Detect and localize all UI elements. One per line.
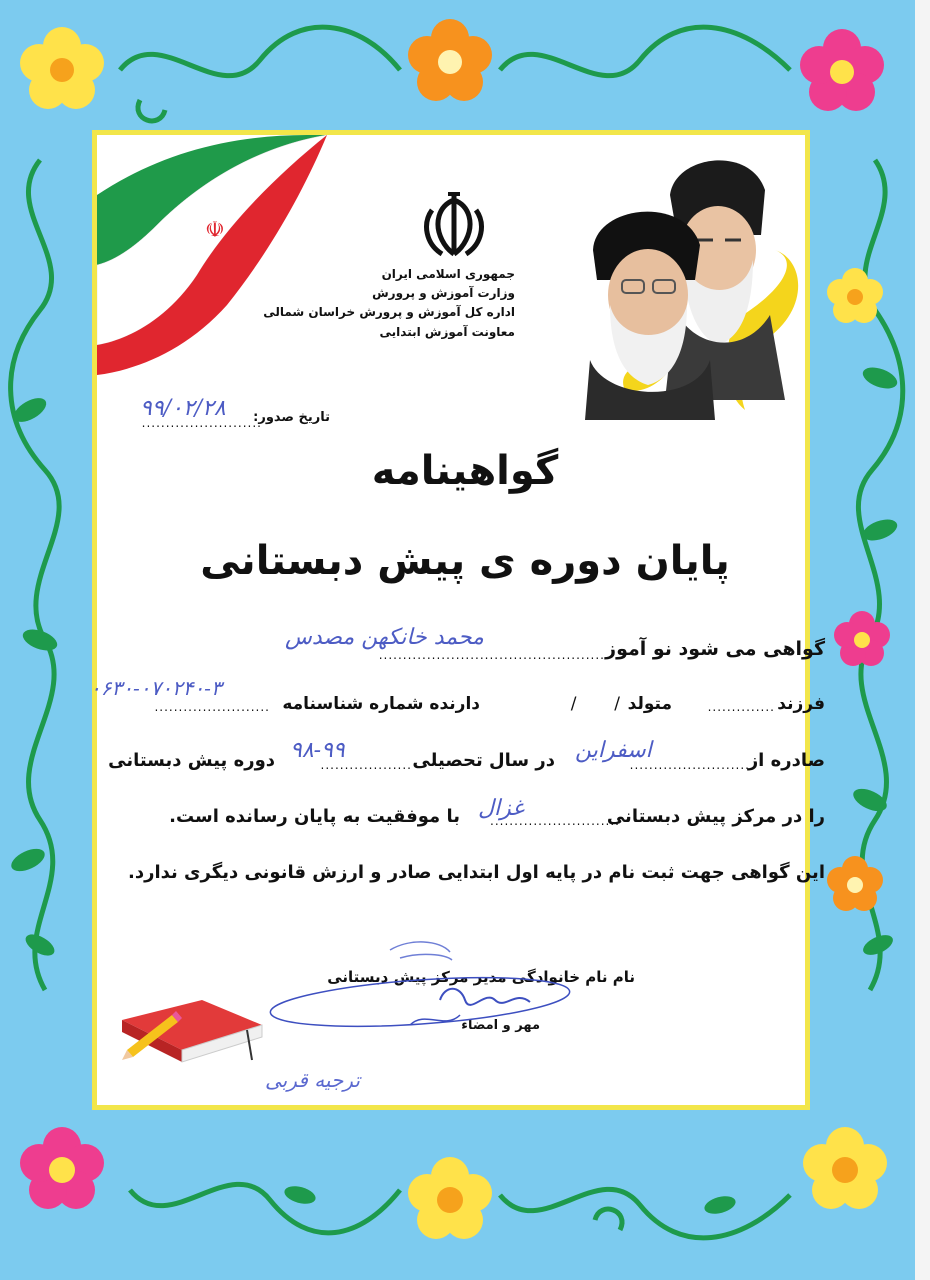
flower-icon [408, 19, 492, 101]
id-number-dots: ........................ [154, 700, 270, 714]
handwritten-signature [260, 930, 580, 1040]
school-year-value: ۹۸-۹۹ [290, 738, 345, 763]
org-line-3: اداره کل آموزش و پرورش خراسان شمالی [263, 305, 515, 319]
school-year-label: در سال تحصیلی [412, 750, 555, 771]
flower-icon [827, 856, 883, 911]
leaf-icon [282, 1183, 317, 1207]
student-label: گواهی می شود نو آموز [605, 638, 825, 660]
flower-icon [408, 1157, 492, 1239]
student-dots: ............................................... [378, 648, 605, 662]
flower-icon [803, 1127, 887, 1209]
issue-date-value: ۹۹/۰۲/۲۸ [140, 396, 226, 421]
leaf-icon [860, 363, 900, 392]
flower-icon [20, 1127, 104, 1209]
emblem-icon [418, 190, 490, 262]
school-year-dots: ................... [320, 758, 412, 772]
org-line-1: جمهوری اسلامی ایران [381, 267, 515, 281]
issued-from-dots: ......................... [629, 758, 750, 772]
director-label: نام نام خانوادگی مدیر مرکز پیش دبستانی [327, 968, 635, 986]
flower-icon [827, 268, 883, 323]
validity-note: این گواهی جهت ثبت نام در پایه اول ابتدایی صادر و ارزش قانونی دیگری ندارد. [128, 862, 825, 883]
center-dots: ........................... [490, 814, 620, 828]
leaf-icon [702, 1193, 737, 1217]
id-number-label: دارنده شماره شناسنامه [282, 694, 480, 714]
date-slashes: / / [570, 694, 620, 714]
org-line-4: معاونت آموزش ابتدایی [379, 325, 515, 339]
course-label: دوره پیش دبستانی [108, 750, 275, 771]
id-number-value: ۰۶۳۰-۰۷۰۲۴۰-۳ [90, 676, 222, 700]
emblem-icon: ☫ [205, 218, 225, 243]
flower-icon [800, 29, 884, 111]
book-icon [112, 990, 272, 1080]
seal-label: مهر و امضاء [461, 1018, 540, 1033]
certificate-subtitle: پایان دوره ی پیش دبستانی [200, 538, 730, 584]
certificate-title: گواهینامه [371, 448, 559, 494]
flag-ribbon [97, 135, 327, 375]
center-value: غزال [478, 796, 524, 821]
issue-date-label: تاریخ صدور: [253, 410, 330, 425]
flower-icon [20, 27, 104, 109]
student-name: محمد خانکهن مصدس [285, 625, 484, 650]
issue-date-dots: ......................... [141, 416, 262, 430]
child-of-label: فرزند [777, 694, 825, 714]
completed-label: با موفقیت به پایان رسانده است. [169, 806, 460, 827]
portrait-icon [585, 140, 810, 420]
flower-icon [834, 611, 890, 666]
org-line-2: وزارت آموزش و پرورش [372, 286, 515, 300]
handwritten-name: ترجیه قربی [265, 1068, 360, 1092]
issued-from-label: صادره از [747, 750, 825, 771]
issued-from-value: اسفراین [575, 738, 652, 763]
leaf-icon [8, 844, 48, 876]
child-of-dots: .............. [707, 700, 775, 714]
leaf-icon [22, 930, 58, 960]
born-label: متولد [627, 694, 672, 714]
center-label: را در مرکز پیش دبستانی [606, 806, 825, 827]
